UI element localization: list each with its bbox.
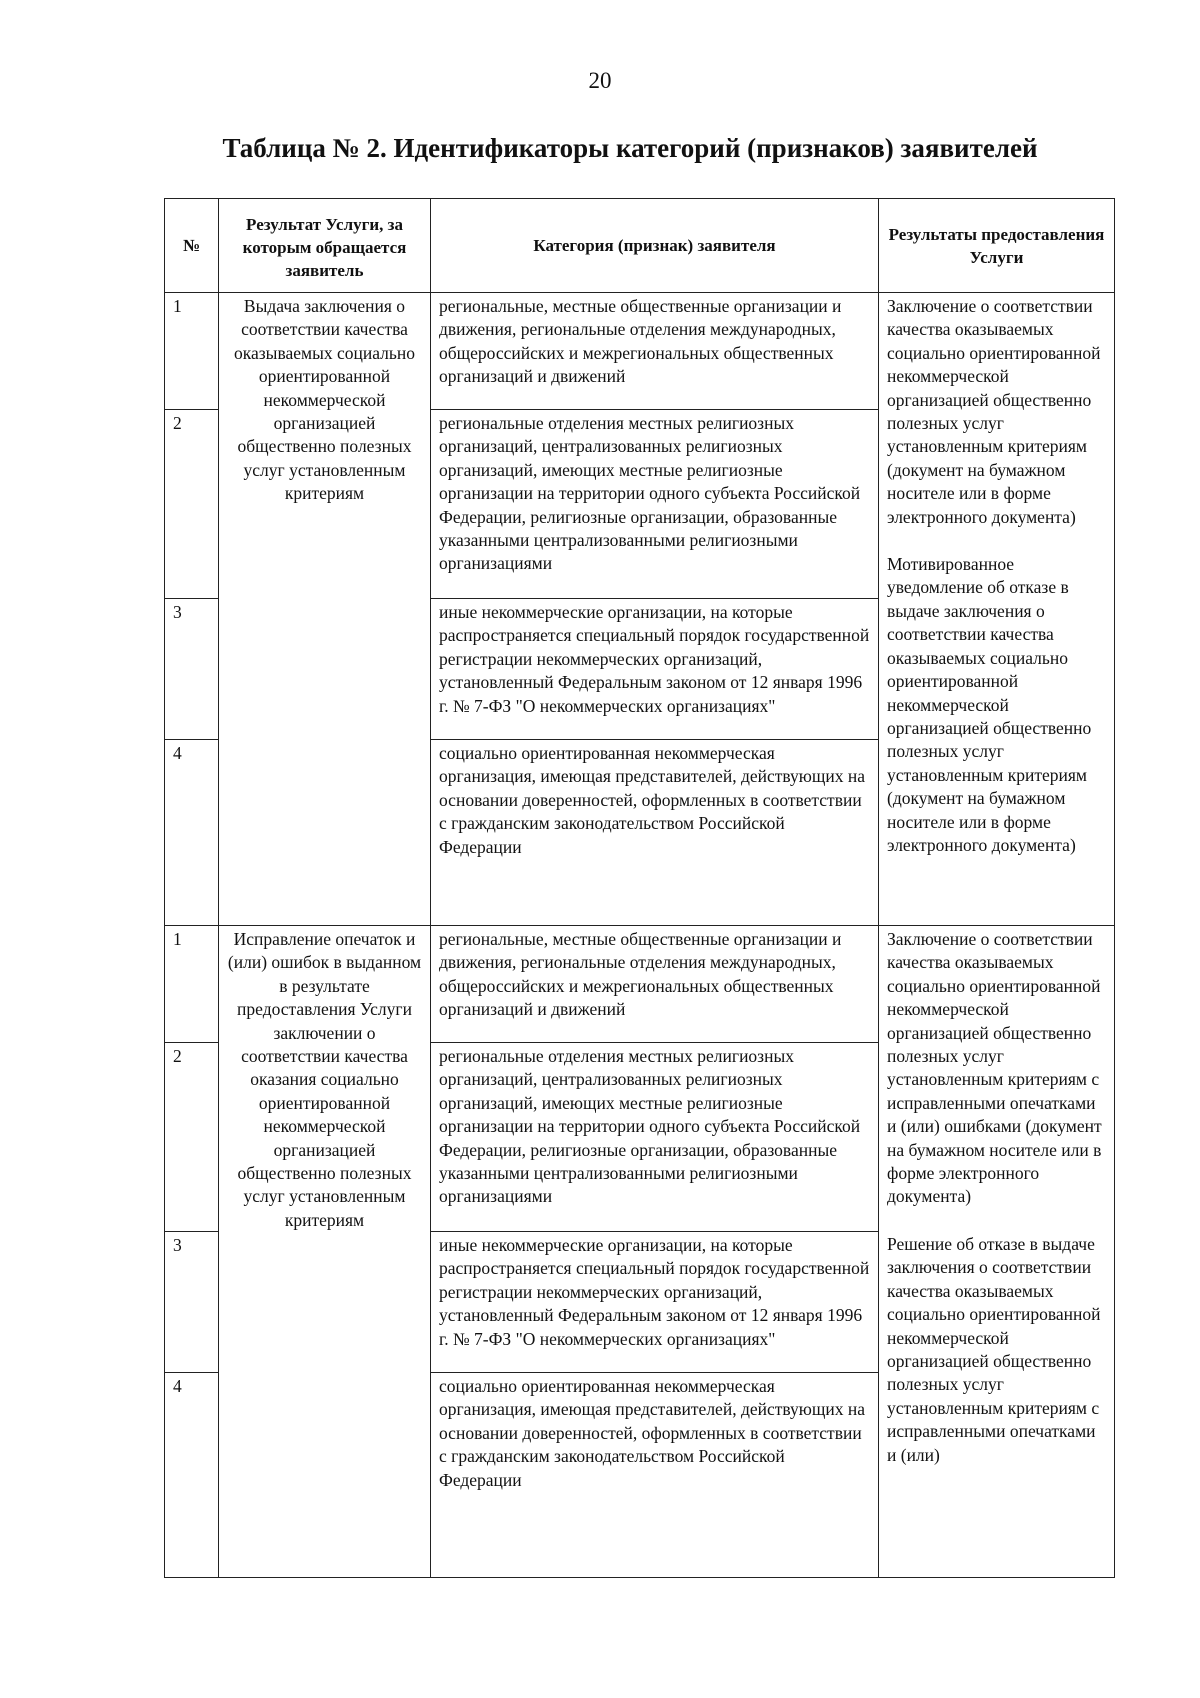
header-category: Категория (признак) заявителя bbox=[431, 199, 879, 293]
outcome-text: Заключение о соответствии качества оказываемых социально ориентированной некоммерческой организацией общественно полезных услуг установленным критериям (документ на бумажном носителе или в форме электронного документа) bbox=[887, 296, 1101, 527]
row-number: 1 bbox=[165, 293, 219, 410]
table-row bbox=[165, 926, 1115, 1043]
row-number: 4 bbox=[165, 1373, 219, 1578]
service-result-cell: Исправление опечаток и (или) ошибок в выданном в результате предоставления Услуги заключении о соответствии качества оказания социально ориентированной некоммерческой организацией общественно полезных услуг установленным критериям bbox=[219, 926, 431, 1578]
category-cell: региональные отделения местных религиозных организаций, централизованных религиозных организаций, имеющих местные религиозные организации на территории одного субъекта Российской Федерации, религиозные организации, образованные указанными централизованными религиозными организациями bbox=[431, 1043, 879, 1232]
outcome-cell bbox=[879, 926, 1115, 1578]
applicant-categories-table bbox=[164, 198, 1115, 1578]
category-cell: региональные, местные общественные организации и движения, региональные отделения международных, общероссийских и межрегиональных общественных организаций и движений bbox=[431, 926, 879, 1043]
row-number: 1 bbox=[165, 926, 219, 1043]
table-title: Таблица № 2. Идентификаторы категорий (признаков) заявителей bbox=[222, 133, 1038, 163]
row-number: 4 bbox=[165, 740, 219, 926]
outcome-cell bbox=[879, 293, 1115, 926]
header-outcome: Результаты предоставления Услуги bbox=[879, 199, 1115, 293]
header-row bbox=[165, 199, 1115, 293]
category-cell: социально ориентированная некоммерческая организация, имеющая представителей, действующих на основании доверенностей, оформленных в соответствии с гражданским законодательством Российской Федерации bbox=[431, 1373, 879, 1578]
header-num: № bbox=[165, 199, 219, 293]
header-result: Результат Услуги, за которым обращается заявитель bbox=[219, 199, 431, 293]
row-number: 3 bbox=[165, 1232, 219, 1373]
category-cell: региональные отделения местных религиозных организаций, централизованных религиозных организаций, имеющих местные религиозные организации на территории одного субъекта Российской Федерации, религиозные организации, образованные указанными централизованными религиозными организациями bbox=[431, 410, 879, 599]
page-number: 20 bbox=[588, 68, 612, 93]
category-cell: иные некоммерческие организации, на которые распространяется специальный порядок государственной регистрации некоммерческих организаций, установленный Федеральным законом от 12 января 1996 г. № 7-ФЗ "О некоммерческих организациях" bbox=[431, 1232, 879, 1373]
row-number: 2 bbox=[165, 1043, 219, 1232]
category-cell: региональные, местные общественные организации и движения, региональные отделения международных, общероссийских и межрегиональных общественных организаций и движений bbox=[431, 293, 879, 410]
row-number: 3 bbox=[165, 599, 219, 740]
outcome-text: Мотивированное уведомление об отказе в выдаче заключения о соответствии качества оказываемых социально ориентированной некоммерческой организацией общественно полезных услуг установленным критериям (документ на бумажном носителе или в форме электронного документа) bbox=[887, 554, 1092, 855]
table-row bbox=[165, 293, 1115, 410]
outcome-text: Решение об отказе в выдаче заключения о соответствии качества оказываемых социально ориентированной некоммерческой организацией общественно полезных услуг установленным критериям с исправленными опечатками и (или) bbox=[887, 1233, 1101, 1465]
service-result-cell: Выдача заключения о соответствии качества оказываемых социально ориентированной некоммерческой организацией общественно полезных услуг установленным критериям bbox=[219, 293, 431, 926]
category-cell: иные некоммерческие организации, на которые распространяется специальный порядок государственной регистрации некоммерческих организаций, установленный Федеральным законом от 12 января 1996 г. № 7-ФЗ "О некоммерческих организациях" bbox=[431, 599, 879, 740]
category-cell: социально ориентированная некоммерческая организация, имеющая представителей, действующих на основании доверенностей, оформленных в соответствии с гражданским законодательством Российской Федерации bbox=[431, 740, 879, 926]
row-number: 2 bbox=[165, 410, 219, 599]
outcome-text: Заключение о соответствии качества оказываемых социально ориентированной некоммерческой организацией общественно полезных услуг установленным критериям с исправленными опечатками и (или) ошибками (документ на бумажном носителе или в форме электронного документа) bbox=[887, 929, 1102, 1207]
